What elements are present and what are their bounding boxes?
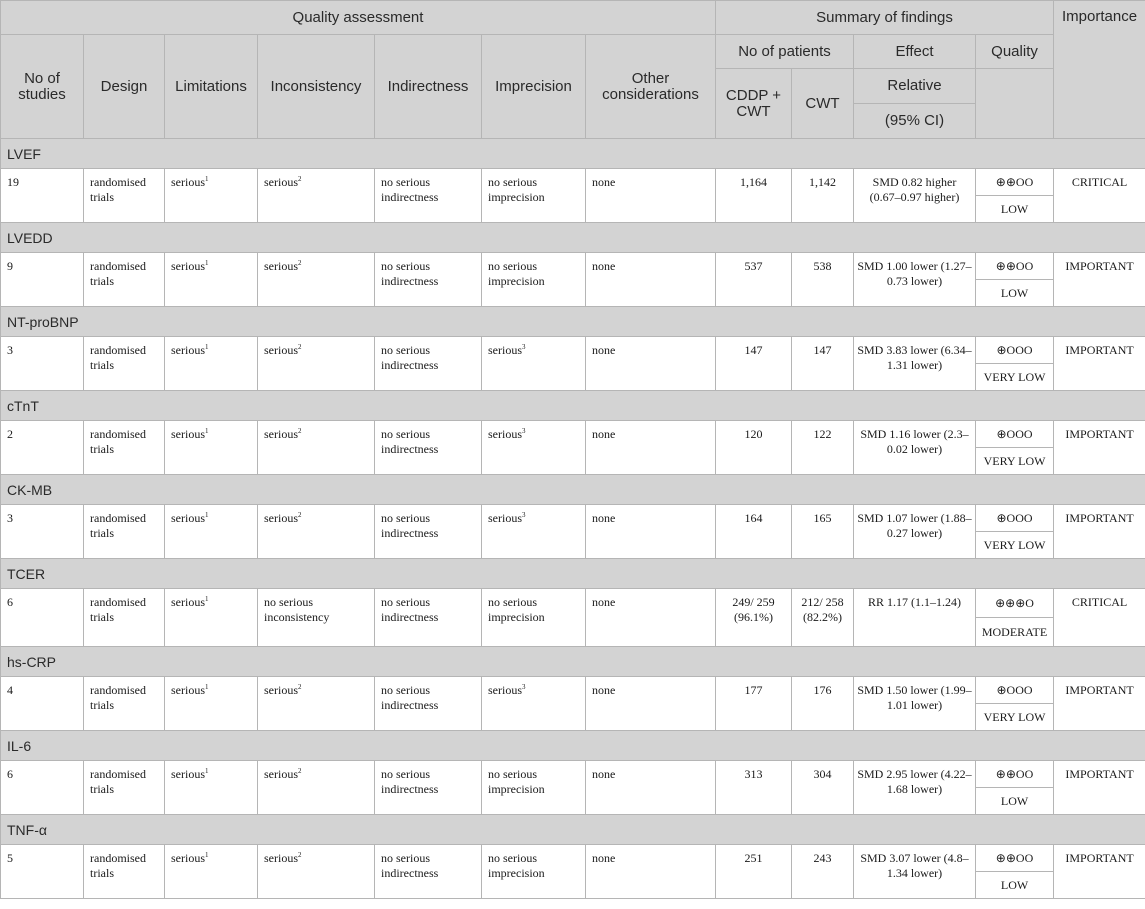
cell-effect: SMD 3.07 lower (4.8–1.34 lower) <box>854 845 976 899</box>
cell-text: serious <box>171 259 205 273</box>
outcome-section-row <box>1 647 1145 677</box>
outcome-name: cTnT <box>1 391 1145 421</box>
table-row <box>1 677 1145 704</box>
footnote-marker: 1 <box>205 683 209 691</box>
cell-cddp-cwt: 313 <box>716 761 792 815</box>
cell-imprecision <box>482 677 586 731</box>
footnote-marker: 3 <box>522 511 526 519</box>
cell-importance: CRITICAL <box>1054 589 1145 647</box>
cell-inconsistency <box>258 589 375 647</box>
cell-effect: SMD 2.95 lower (4.22–1.68 lower) <box>854 761 976 815</box>
cell-other-considerations: none <box>586 337 716 391</box>
cell-text: no serious imprecision <box>488 851 545 880</box>
cell-no-of-studies: 6 <box>1 761 84 815</box>
cell-cwt: 176 <box>792 677 854 731</box>
outcome-name: LVEF <box>1 139 1145 169</box>
cell-text: serious <box>488 427 522 441</box>
cell-imprecision <box>482 589 586 647</box>
header-relative: Relative <box>854 69 976 104</box>
footnote-marker: 3 <box>522 683 526 691</box>
cell-indirectness: no serious indirectness <box>375 761 482 815</box>
quality-rating: LOW <box>976 196 1054 223</box>
outcome-section-row <box>1 139 1145 169</box>
cell-cddp-cwt: 251 <box>716 845 792 899</box>
cell-imprecision <box>482 421 586 475</box>
cell-other-considerations: none <box>586 505 716 559</box>
footnote-marker: 3 <box>522 427 526 435</box>
cell-text: serious <box>264 767 298 781</box>
cell-inconsistency <box>258 677 375 731</box>
cell-cddp-cwt: 164 <box>716 505 792 559</box>
table-row <box>1 761 1145 788</box>
cell-importance: IMPORTANT <box>1054 505 1145 559</box>
cell-text: serious <box>171 511 205 525</box>
header-cwt: CWT <box>792 69 854 139</box>
cell-design: randomised trials <box>84 337 165 391</box>
cell-design: randomised trials <box>84 589 165 647</box>
cell-text: serious <box>264 683 298 697</box>
cell-limitations <box>165 505 258 559</box>
cell-effect: SMD 1.07 lower (1.88–0.27 lower) <box>854 505 976 559</box>
header-cddp-cwt: CDDP + CWT <box>716 69 792 139</box>
header-other-considerations: Other considerations <box>586 35 716 139</box>
header-limitations: Limitations <box>165 35 258 139</box>
cell-design: randomised trials <box>84 253 165 307</box>
footnote-marker: 1 <box>205 511 209 519</box>
cell-limitations <box>165 253 258 307</box>
cell-text: no serious imprecision <box>488 175 545 204</box>
cell-no-of-studies: 9 <box>1 253 84 307</box>
cell-text: serious <box>171 851 205 865</box>
cell-text: serious <box>264 511 298 525</box>
cell-cddp-cwt: 249/ 259 (96.1%) <box>716 589 792 647</box>
cell-cddp-cwt: 1,164 <box>716 169 792 223</box>
outcome-section-row <box>1 223 1145 253</box>
header-quality-blank <box>976 69 1054 139</box>
header-design: Design <box>84 35 165 139</box>
quality-symbols: ⊕OOO <box>976 505 1054 532</box>
cell-limitations <box>165 169 258 223</box>
header-indirectness: Indirectness <box>375 35 482 139</box>
cell-cwt: 165 <box>792 505 854 559</box>
header-quality: Quality <box>976 35 1054 69</box>
cell-text: serious <box>171 343 205 357</box>
cell-inconsistency <box>258 253 375 307</box>
footnote-marker: 1 <box>205 259 209 267</box>
cell-other-considerations: none <box>586 253 716 307</box>
cell-importance: IMPORTANT <box>1054 421 1145 475</box>
cell-importance: IMPORTANT <box>1054 677 1145 731</box>
footnote-marker: 3 <box>522 343 526 351</box>
header-importance: Importance <box>1054 1 1145 139</box>
cell-no-of-studies: 19 <box>1 169 84 223</box>
cell-cwt: 212/ 258 (82.2%) <box>792 589 854 647</box>
footnote-marker: 2 <box>298 683 302 691</box>
cell-cwt: 538 <box>792 253 854 307</box>
table-header <box>1 1 1145 139</box>
table-row <box>1 505 1145 532</box>
cell-text: serious <box>488 511 522 525</box>
table-row <box>1 253 1145 280</box>
cell-effect: SMD 1.00 lower (1.27–0.73 lower) <box>854 253 976 307</box>
cell-limitations <box>165 761 258 815</box>
cell-text: no serious imprecision <box>488 259 545 288</box>
outcome-section-row <box>1 559 1145 589</box>
cell-importance: IMPORTANT <box>1054 761 1145 815</box>
quality-rating: VERY LOW <box>976 448 1054 475</box>
cell-indirectness: no serious indirectness <box>375 421 482 475</box>
cell-text: serious <box>171 175 205 189</box>
outcome-section-row <box>1 731 1145 761</box>
cell-other-considerations: none <box>586 169 716 223</box>
cell-text: serious <box>488 683 522 697</box>
cell-limitations <box>165 589 258 647</box>
cell-indirectness: no serious indirectness <box>375 845 482 899</box>
footnote-marker: 2 <box>298 511 302 519</box>
outcome-name: TCER <box>1 559 1145 589</box>
quality-symbols: ⊕⊕OO <box>976 169 1054 196</box>
cell-cwt: 147 <box>792 337 854 391</box>
quality-rating: LOW <box>976 872 1054 899</box>
outcome-name: IL-6 <box>1 731 1145 761</box>
cell-text: serious <box>171 767 205 781</box>
footnote-marker: 2 <box>298 175 302 183</box>
header-summary-of-findings: Summary of findings <box>716 1 1054 35</box>
cell-limitations <box>165 337 258 391</box>
cell-text: serious <box>264 851 298 865</box>
cell-imprecision <box>482 845 586 899</box>
cell-text: serious <box>264 259 298 273</box>
cell-other-considerations: none <box>586 421 716 475</box>
header-inconsistency: Inconsistency <box>258 35 375 139</box>
cell-text: serious <box>264 175 298 189</box>
outcome-section-row <box>1 391 1145 421</box>
cell-text: serious <box>264 343 298 357</box>
cell-importance: IMPORTANT <box>1054 845 1145 899</box>
cell-effect: SMD 3.83 lower (6.34–1.31 lower) <box>854 337 976 391</box>
cell-inconsistency <box>258 337 375 391</box>
quality-symbols: ⊕⊕OO <box>976 761 1054 788</box>
cell-imprecision <box>482 337 586 391</box>
cell-no-of-studies: 2 <box>1 421 84 475</box>
cell-design: randomised trials <box>84 761 165 815</box>
cell-design: randomised trials <box>84 677 165 731</box>
quality-rating: LOW <box>976 280 1054 307</box>
cell-inconsistency <box>258 845 375 899</box>
cell-text: no serious inconsistency <box>264 595 330 624</box>
cell-effect: SMD 1.50 lower (1.99–1.01 lower) <box>854 677 976 731</box>
cell-inconsistency <box>258 505 375 559</box>
cell-limitations <box>165 421 258 475</box>
cell-cddp-cwt: 120 <box>716 421 792 475</box>
cell-no-of-studies: 5 <box>1 845 84 899</box>
footnote-marker: 2 <box>298 259 302 267</box>
cell-text: serious <box>264 427 298 441</box>
footnote-marker: 1 <box>205 851 209 859</box>
table-row <box>1 421 1145 448</box>
cell-inconsistency <box>258 761 375 815</box>
cell-text: serious <box>171 427 205 441</box>
header-no-of-studies: No of studies <box>1 35 84 139</box>
quality-rating: VERY LOW <box>976 532 1054 559</box>
footnote-marker: 2 <box>298 343 302 351</box>
cell-imprecision <box>482 505 586 559</box>
footnote-marker: 1 <box>205 175 209 183</box>
quality-rating: MODERATE <box>976 618 1054 647</box>
quality-rating: VERY LOW <box>976 364 1054 391</box>
cell-limitations <box>165 845 258 899</box>
cell-importance: IMPORTANT <box>1054 253 1145 307</box>
footnote-marker: 1 <box>205 595 209 603</box>
cell-no-of-studies: 6 <box>1 589 84 647</box>
cell-other-considerations: none <box>586 761 716 815</box>
outcome-name: CK-MB <box>1 475 1145 505</box>
cell-indirectness: no serious indirectness <box>375 169 482 223</box>
cell-text: no serious imprecision <box>488 595 545 624</box>
cell-cddp-cwt: 537 <box>716 253 792 307</box>
header-95-ci: (95% CI) <box>854 104 976 139</box>
cell-text: serious <box>488 343 522 357</box>
quality-rating: VERY LOW <box>976 704 1054 731</box>
cell-text: serious <box>171 595 205 609</box>
quality-symbols: ⊕OOO <box>976 421 1054 448</box>
cell-other-considerations: none <box>586 845 716 899</box>
cell-no-of-studies: 4 <box>1 677 84 731</box>
cell-cddp-cwt: 147 <box>716 337 792 391</box>
cell-effect: RR 1.17 (1.1–1.24) <box>854 589 976 647</box>
outcome-section-row <box>1 307 1145 337</box>
cell-design: randomised trials <box>84 845 165 899</box>
table-row <box>1 589 1145 618</box>
table-row <box>1 169 1145 196</box>
cell-other-considerations: none <box>586 589 716 647</box>
cell-cddp-cwt: 177 <box>716 677 792 731</box>
table-body <box>1 139 1145 899</box>
quality-rating: LOW <box>976 788 1054 815</box>
outcome-name: TNF-α <box>1 815 1145 845</box>
cell-indirectness: no serious indirectness <box>375 505 482 559</box>
cell-cwt: 304 <box>792 761 854 815</box>
footnote-marker: 2 <box>298 851 302 859</box>
cell-inconsistency <box>258 169 375 223</box>
cell-effect: SMD 0.82 higher (0.67–0.97 higher) <box>854 169 976 223</box>
quality-symbols: ⊕OOO <box>976 677 1054 704</box>
cell-design: randomised trials <box>84 169 165 223</box>
cell-cwt: 243 <box>792 845 854 899</box>
outcome-section-row <box>1 815 1145 845</box>
cell-indirectness: no serious indirectness <box>375 253 482 307</box>
quality-symbols: ⊕OOO <box>976 337 1054 364</box>
quality-symbols: ⊕⊕⊕O <box>976 589 1054 618</box>
outcome-name: LVEDD <box>1 223 1145 253</box>
cell-indirectness: no serious indirectness <box>375 337 482 391</box>
quality-symbols: ⊕⊕OO <box>976 253 1054 280</box>
footnote-marker: 2 <box>298 767 302 775</box>
quality-symbols: ⊕⊕OO <box>976 845 1054 872</box>
cell-design: randomised trials <box>84 421 165 475</box>
cell-no-of-studies: 3 <box>1 337 84 391</box>
table-row <box>1 337 1145 364</box>
cell-inconsistency <box>258 421 375 475</box>
cell-imprecision <box>482 169 586 223</box>
header-effect: Effect <box>854 35 976 69</box>
outcome-name: hs-CRP <box>1 647 1145 677</box>
table-row <box>1 845 1145 872</box>
cell-imprecision <box>482 253 586 307</box>
header-no-of-patients: No of patients <box>716 35 854 69</box>
footnote-marker: 1 <box>205 343 209 351</box>
cell-text: serious <box>171 683 205 697</box>
footnote-marker: 2 <box>298 427 302 435</box>
header-imprecision: Imprecision <box>482 35 586 139</box>
cell-indirectness: no serious indirectness <box>375 677 482 731</box>
outcome-name: NT-proBNP <box>1 307 1145 337</box>
footnote-marker: 1 <box>205 427 209 435</box>
outcome-section-row <box>1 475 1145 505</box>
cell-imprecision <box>482 761 586 815</box>
header-quality-assessment: Quality assessment <box>1 1 716 35</box>
cell-text: no serious imprecision <box>488 767 545 796</box>
footnote-marker: 1 <box>205 767 209 775</box>
cell-limitations <box>165 677 258 731</box>
cell-design: randomised trials <box>84 505 165 559</box>
cell-importance: CRITICAL <box>1054 169 1145 223</box>
cell-no-of-studies: 3 <box>1 505 84 559</box>
cell-other-considerations: none <box>586 677 716 731</box>
cell-effect: SMD 1.16 lower (2.3–0.02 lower) <box>854 421 976 475</box>
cell-cwt: 1,142 <box>792 169 854 223</box>
cell-indirectness: no serious indirectness <box>375 589 482 647</box>
cell-importance: IMPORTANT <box>1054 337 1145 391</box>
cell-cwt: 122 <box>792 421 854 475</box>
